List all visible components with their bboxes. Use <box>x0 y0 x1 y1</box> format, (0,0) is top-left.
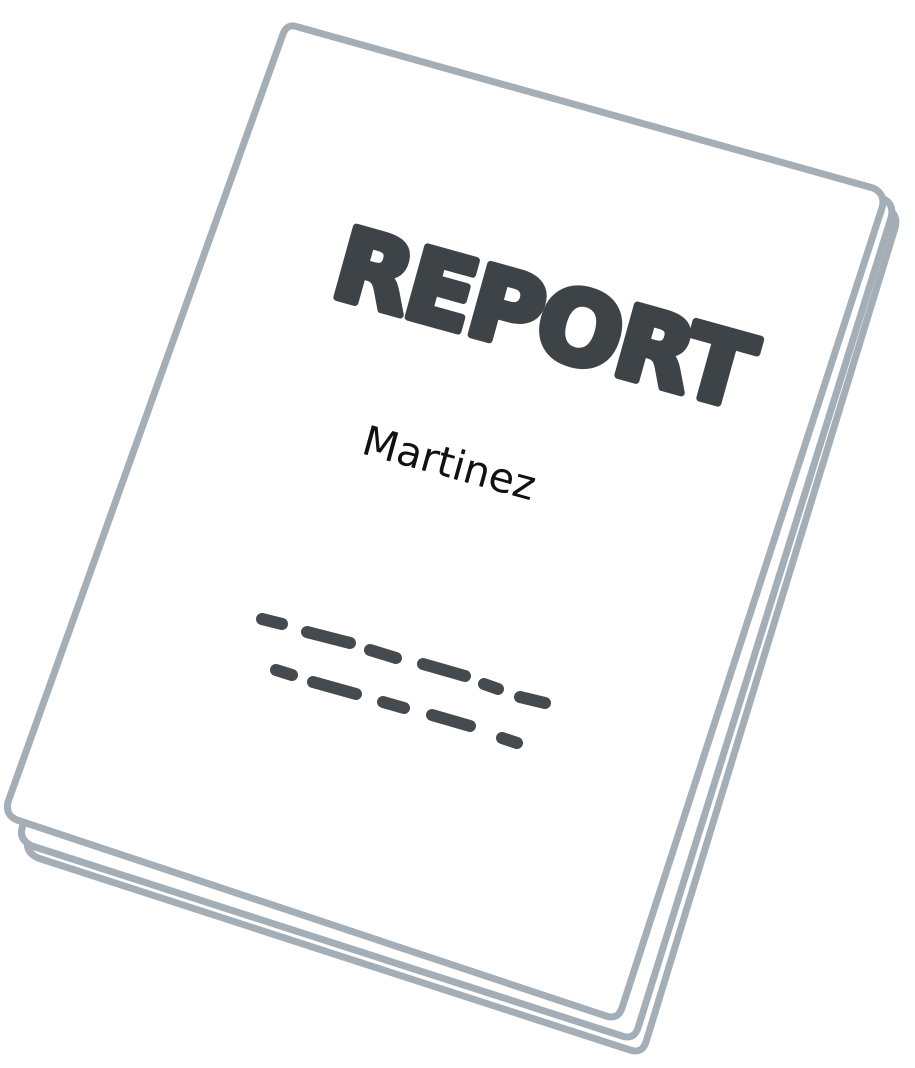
placeholder-dash <box>520 697 545 703</box>
placeholder-dash <box>276 670 292 675</box>
placeholder-dash <box>383 702 404 708</box>
placeholder-dash <box>262 619 282 624</box>
author-name: Martinez <box>357 416 542 511</box>
placeholder-dash <box>370 650 396 658</box>
report-title: REPORT <box>321 205 764 433</box>
placeholder-dash <box>484 684 498 689</box>
placeholder-dash <box>502 738 517 743</box>
